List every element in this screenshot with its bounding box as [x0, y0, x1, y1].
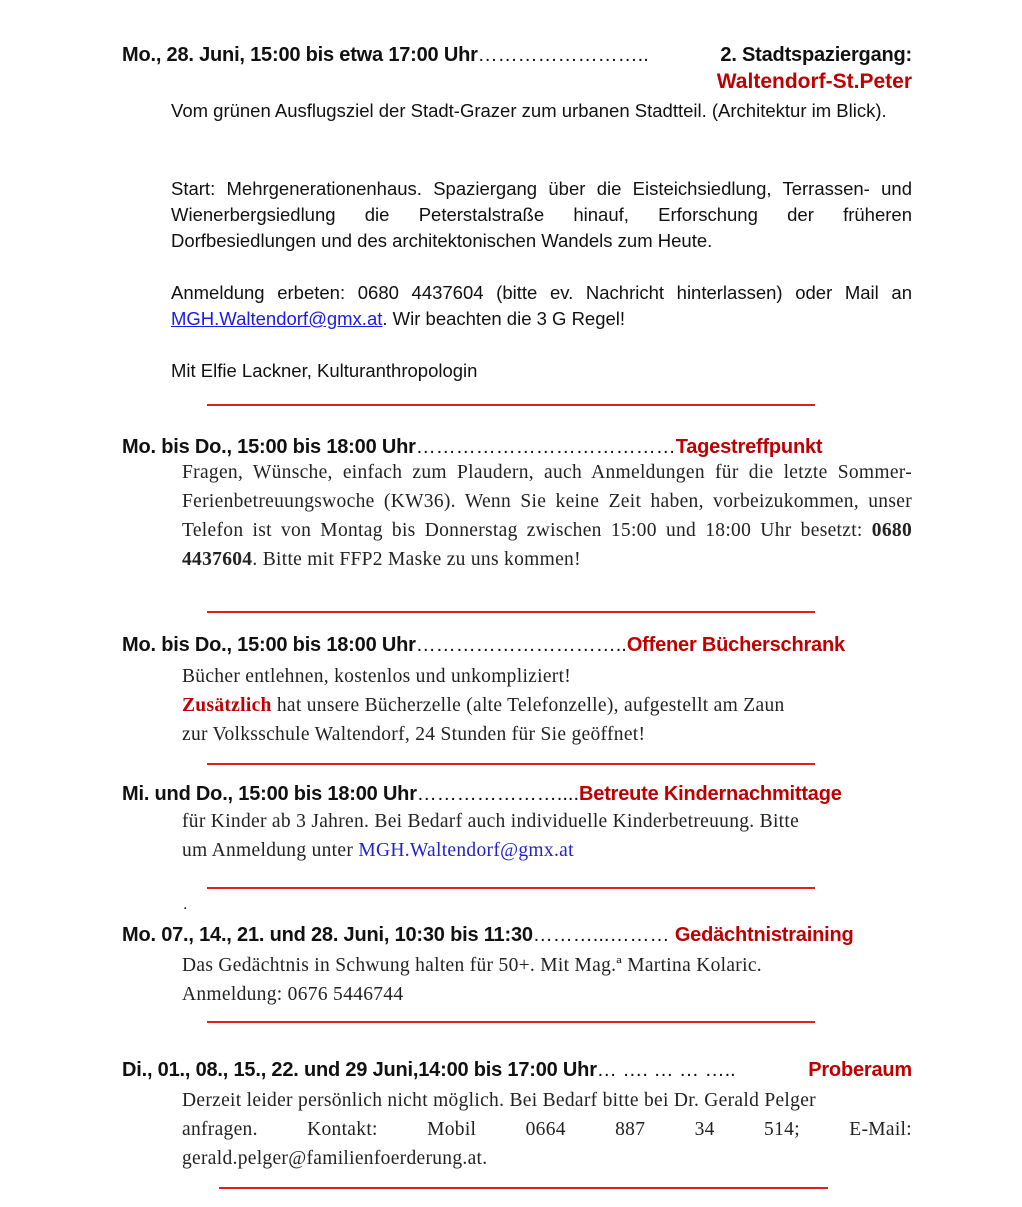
event-2-heading: [122, 436, 822, 459]
event-5-heading: [122, 924, 853, 947]
event-3-highlight: Zusätzlich: [182, 695, 272, 716]
event-4-email[interactable]: MGH.Waltendorf@gmx.at: [358, 840, 574, 861]
event-2-phone: 0680 4437604: [182, 520, 912, 570]
event-4-line-2-text: um Anmeldung unter: [182, 840, 359, 861]
event-5-time: Mo. 07., 14., 21. und 28. Juni, 10:30 bis 11:30: [122, 924, 533, 946]
event-2-description: [182, 458, 912, 574]
stray-period: .: [183, 896, 188, 913]
event-6-heading: [122, 1059, 912, 1082]
event-1-description: Vom grünen Ausflugsziel der Stadt-Grazer zum urbanen Stadtteil. (Architektur im Blick).: [171, 100, 887, 121]
event-6-line-2: anfragen. Kontakt: Mobil 0664 887 34 514; E-Mail:: [182, 1119, 912, 1140]
event-1-heading-tail: 2. Stadtspaziergang:: [720, 44, 912, 66]
event-3-line-3: zur Volksschule Waltendorf, 24 Stunden für Sie geöffnet!: [182, 724, 646, 745]
event-3-title: Offener Bücherschrank: [626, 634, 845, 656]
event-1-time: Mo., 28. Juni, 15:00 bis etwa 17:00 Uhr: [122, 44, 478, 66]
event-6-line-1: Derzeit leider persönlich nicht möglich. Bei Bedarf bitte bei Dr. Gerald Pelger: [182, 1090, 816, 1111]
event-1-registration-text: Anmeldung erbeten: 0680 4437604 (bitte ev. Nachricht hinterlassen) oder Mail an: [171, 282, 912, 303]
event-5-line-2: Anmeldung: 0676 5446744: [182, 984, 404, 1005]
event-1-dots: ……………………..: [477, 44, 649, 66]
email-link[interactable]: MGH.Waltendorf@gmx.at: [171, 308, 383, 329]
event-3-dots: …………………………..: [415, 634, 627, 656]
event-5-dots: ………...………: [532, 924, 670, 946]
event-1-registration-tail: . Wir beachten die 3 G Regel!: [382, 308, 626, 329]
event-2-text-tail: . Bitte mit FFP2 Maske zu uns kommen!: [252, 549, 581, 570]
divider-1: [207, 404, 815, 406]
event-4-heading: [122, 783, 842, 806]
event-4-line-1: für Kinder ab 3 Jahren. Bei Bedarf auch individuelle Kinderbetreuung. Bitte: [182, 811, 800, 832]
event-4-line-2: [182, 836, 574, 865]
divider-3: [207, 763, 815, 765]
divider-2: [207, 611, 815, 613]
event-1-title: Waltendorf-St.Peter: [716, 70, 912, 93]
event-6-time: Di., 01., 08., 15., 22. und 29 Juni,14:00 bis 17:00 Uhr: [122, 1059, 597, 1081]
event-3-heading: [122, 634, 845, 657]
event-1-heading: [122, 44, 912, 67]
event-4-title: Betreute Kindernachmittage: [579, 783, 842, 805]
divider-5: [207, 1021, 815, 1023]
event-3-line-1: Bücher entlehnen, kostenlos und unkompliziert!: [182, 666, 572, 687]
event-3-time: Mo. bis Do., 15:00 bis 18:00 Uhr: [122, 634, 416, 656]
event-5-title: Gedächtnistraining: [674, 924, 854, 946]
event-4-dots: …………………....: [416, 783, 580, 805]
event-4-time: Mi. und Do., 15:00 bis 18:00 Uhr: [122, 783, 417, 805]
event-2-dots: …………………………………: [415, 436, 676, 458]
event-6-title: Proberaum: [808, 1059, 912, 1081]
event-6-line-3: gerald.pelger@familienfoerderung.at.: [182, 1148, 488, 1169]
event-1-guide: Mit Elfie Lackner, Kulturanthropologin: [171, 360, 478, 381]
event-3-line-2-rest: hat unsere Bücherzelle (alte Telefonzelle), aufgestellt am Zaun: [271, 695, 785, 716]
event-2-time: Mo. bis Do., 15:00 bis 18:00 Uhr: [122, 436, 416, 458]
divider-4: [207, 887, 815, 889]
event-6-dots: … …. … … …..: [596, 1059, 736, 1081]
event-3-line-2: [182, 691, 785, 720]
divider-6: [219, 1187, 828, 1189]
event-2-text: Fragen, Wünsche, einfach zum Plaudern, auch Anmeldungen für die letzte Sommer-Ferienbetreuungswoche (KW36). Wenn Sie keine Zeit haben, vorbeizukommen, unser Telefon ist von Montag bis Donnerstag zwischen 15:00 und 18:00 Uhr besetzt:: [182, 462, 912, 541]
event-5-line-1: Das Gedächtnis in Schwung halten für 50+. Mit Mag.ª Martina Kolaric.: [182, 955, 762, 976]
event-1-route: Start: Mehrgenerationenhaus. Spaziergang über die Eisteichsiedlung, Terrassen- und Wienerbergsiedlung die Peterstalstraße hinauf, Erforschung der früheren Dorfbesiedlungen und des architektonischen Wandels zum Heute.: [171, 178, 912, 251]
event-1-registration: [171, 280, 912, 332]
event-2-title: Tagestreffpunkt: [675, 436, 823, 458]
